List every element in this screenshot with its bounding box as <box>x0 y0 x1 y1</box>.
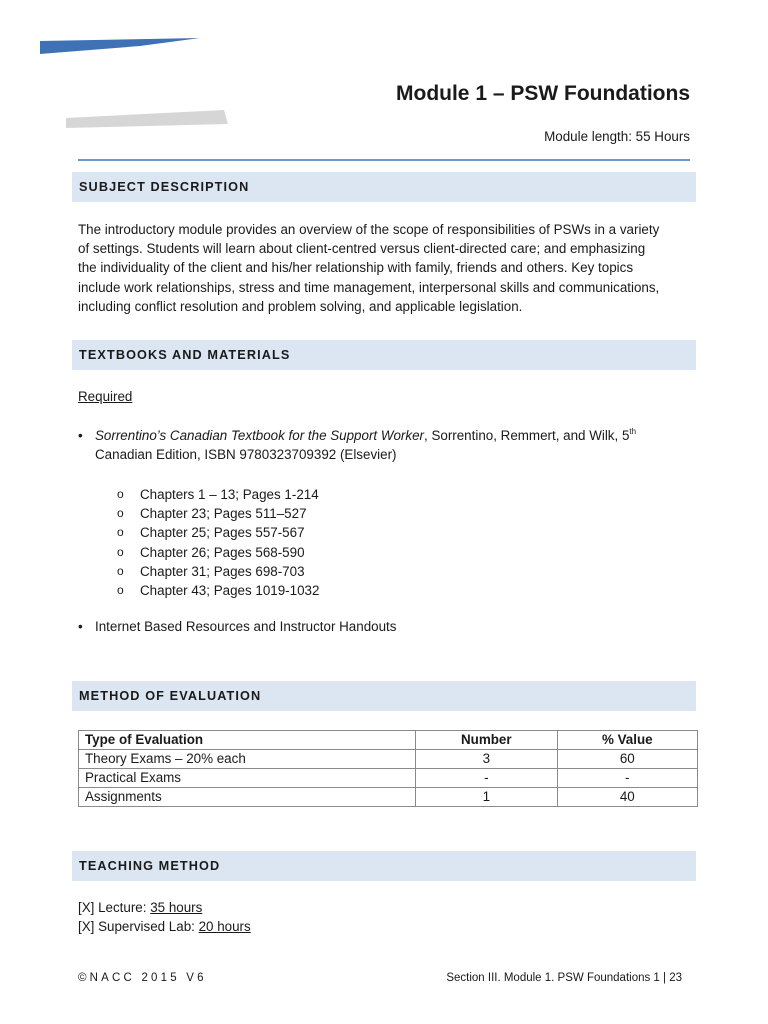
description-line: of settings. Students will learn about client-centred versus client-directed care; and emphasizing <box>78 241 646 257</box>
circle-bullet-icon: o <box>117 487 124 501</box>
evaluation-table <box>78 730 698 807</box>
section-subject-description <box>72 172 696 202</box>
lecture-label: [X] Lecture: <box>78 900 151 915</box>
table-cell: 1 <box>416 788 557 807</box>
circle-bullet-icon: o <box>117 582 124 597</box>
header-blue-swoosh <box>40 38 200 55</box>
chapter-range: Chapter 25; Pages 557-567 <box>140 525 305 541</box>
column-header: Number <box>416 731 557 750</box>
lab-hours: 20 hours <box>198 919 251 934</box>
lab-label: [X] Supervised Lab: <box>78 919 199 934</box>
chapter-list <box>117 485 319 600</box>
circle-bullet-icon: o <box>117 525 124 540</box>
table-row <box>79 769 698 788</box>
section-textbooks <box>72 340 696 370</box>
subject-description-text <box>78 220 690 316</box>
chapter-range: Chapters 1 – 13; Pages 1-214 <box>140 487 319 502</box>
header-divider <box>78 159 690 161</box>
list-item <box>117 523 319 542</box>
section-heading: TEXTBOOKS AND MATERIALS <box>79 348 291 362</box>
table-cell: 3 <box>416 750 557 769</box>
header-gray-swoosh <box>66 110 228 128</box>
page-title: Module 1 – PSW Foundations <box>396 82 690 105</box>
table-row <box>79 788 698 807</box>
book-authors: , Sorrentino, Remmert, and Wilk, 5 <box>424 428 630 443</box>
table-cell: Practical Exams <box>79 769 416 788</box>
description-line: the individuality of the client and his/her relationship with family, friends and others. Key topics <box>78 260 634 276</box>
bullet-icon: • <box>78 428 83 443</box>
required-label: Required <box>78 389 133 404</box>
list-item <box>117 485 319 504</box>
section-heading: TEACHING METHOD <box>79 859 221 873</box>
section-heading: SUBJECT DESCRIPTION <box>79 180 250 194</box>
lecture-line <box>78 900 202 915</box>
textbook-edition: Canadian Edition, ISBN 9780323709392 (Elsevier) <box>95 447 397 462</box>
footer-page-info: Section III. Module 1. PSW Foundations 1 | 23 <box>446 972 682 984</box>
lab-line <box>78 919 251 934</box>
other-resources: Internet Based Resources and Instructor Handouts <box>95 619 397 634</box>
chapter-range: Chapter 26; Pages 568-590 <box>140 544 305 560</box>
section-heading: METHOD OF EVALUATION <box>79 689 262 703</box>
table-row <box>79 750 698 769</box>
table-cell: - <box>557 769 697 788</box>
list-item <box>117 504 319 523</box>
chapter-range: Chapter 23; Pages 511–527 <box>140 506 307 522</box>
circle-bullet-icon: o <box>117 506 124 521</box>
section-teaching-method <box>72 851 696 881</box>
book-title: Sorrentino’s Canadian Textbook for the Support Worker <box>95 428 424 443</box>
chapter-range: Chapter 31; Pages 698-703 <box>140 563 305 579</box>
table-cell: - <box>416 769 557 788</box>
bullet-icon: • <box>78 619 83 634</box>
table-cell: 40 <box>557 788 697 807</box>
list-item <box>117 562 319 581</box>
chapter-range: Chapter 43; Pages 1019-1032 <box>140 582 320 598</box>
circle-bullet-icon: o <box>117 544 124 559</box>
footer-copyright: ©NACC 2015 V6 <box>78 972 207 984</box>
description-line: The introductory module provides an overview of the scope of responsibilities of PSWs in a variety <box>78 222 660 237</box>
lecture-hours: 35 hours <box>150 900 203 915</box>
table-cell: Theory Exams – 20% each <box>79 750 416 769</box>
list-item <box>117 581 319 600</box>
table-cell: Assignments <box>79 788 416 807</box>
description-line: include work relationships, stress and time management, interpersonal skills and communications, <box>78 279 660 295</box>
column-header: % Value <box>557 731 697 750</box>
section-evaluation <box>72 681 696 711</box>
table-cell: 60 <box>557 750 697 769</box>
edition-superscript: th <box>629 427 637 436</box>
textbook-entry <box>95 428 636 443</box>
table-header-row <box>79 731 698 750</box>
module-length: Module length: 55 Hours <box>544 129 690 144</box>
circle-bullet-icon: o <box>117 563 124 578</box>
list-item <box>117 543 319 562</box>
column-header: Type of Evaluation <box>79 731 416 750</box>
description-line: including conflict resolution and problem solving, and applicable legislation. <box>78 298 523 314</box>
